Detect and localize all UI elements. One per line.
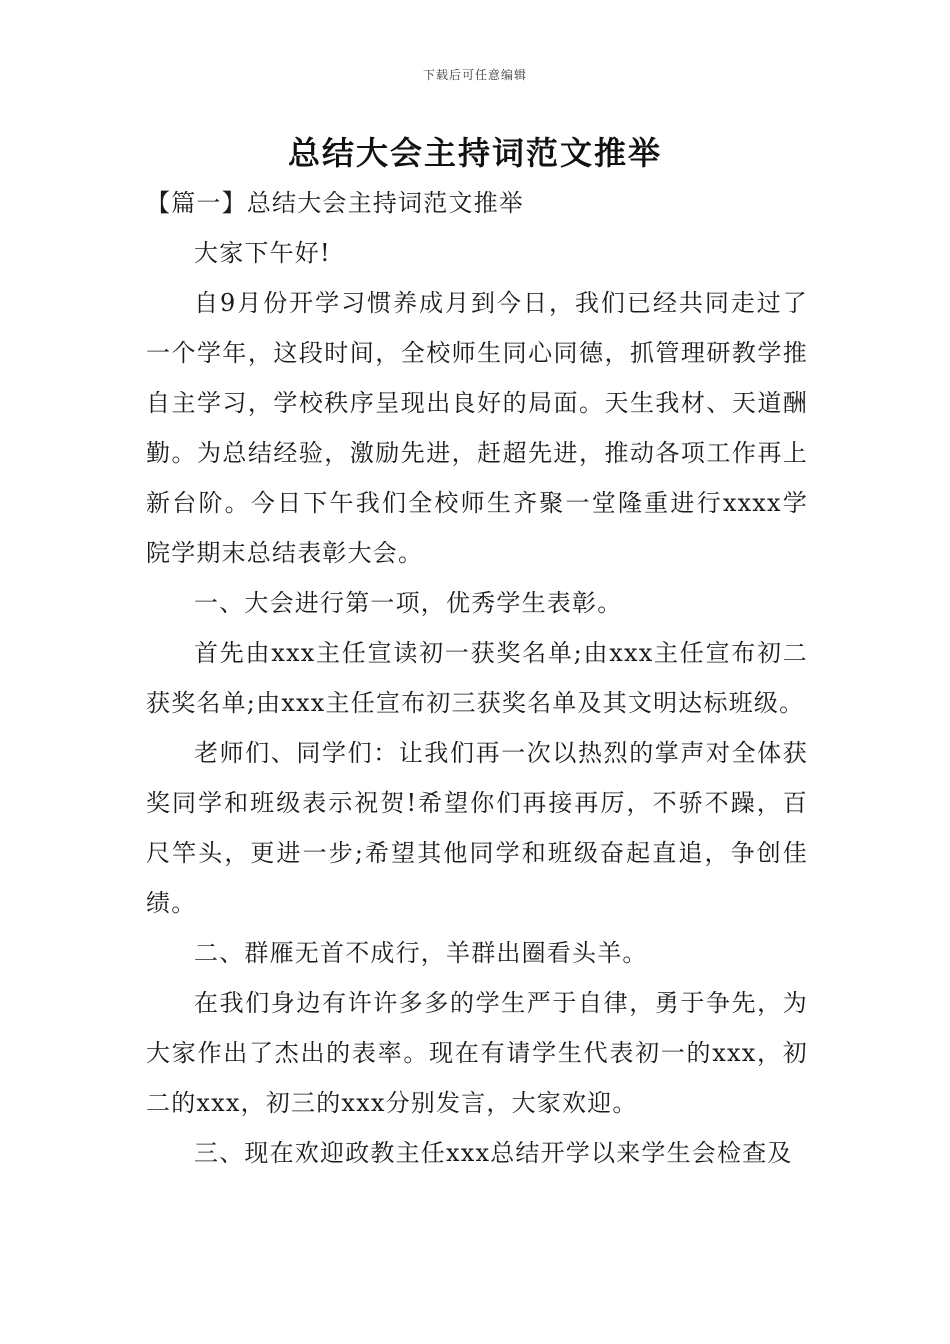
paragraph-congratulations: 老师们、同学们：让我们再一次以热烈的掌声对全体获奖同学和班级表示祝贺!希望你们再接再厉，不骄不躁，百尺竿头，更进一步;希望其他同学和班级奋起直追，争创佳绩。 xyxy=(146,739,808,917)
header-note: 下载后可任意编辑 xyxy=(422,68,527,82)
document-body xyxy=(146,178,808,1178)
paragraph-student-speeches: 在我们身边有许许多多的学生严于自律，勇于争先，为大家作出了杰出的表率。现在有请学生代表初一的xxx，初二的xxx，初三的xxx分别发言，大家欢迎。 xyxy=(146,989,808,1117)
paragraph-award-list: 首先由xxx主任宣读初一获奖名单;由xxx主任宣布初二获奖名单;由xxx主任宣布初三获奖名单及其文明达标班级。 xyxy=(146,639,808,717)
paragraph-item-three: 三、现在欢迎政教主任xxx总结开学以来学生会检查及 xyxy=(194,1139,793,1167)
document-title: 总结大会主持词范文推举 xyxy=(287,134,662,172)
paragraph-item-one: 一、大会进行第一项，优秀学生表彰。 xyxy=(194,589,623,617)
paragraph-intro: 自9月份开学习惯养成月到今日，我们已经共同走过了一个学年，这段时间，全校师生同心同德，抓管理研教学推自主学习，学校秩序呈现出良好的局面。天生我材、天道酬勤。为总结经验，激励先进，赶超先进，推动各项工作再上新台阶。今日下午我们全校师生齐聚一堂隆重进行xxxx学院学期末总结表彰大会。 xyxy=(146,289,808,567)
section-heading: 【篇一】总结大会主持词范文推举 xyxy=(146,189,524,217)
paragraph-item-two: 二、群雁无首不成行，羊群出圈看头羊。 xyxy=(194,939,648,967)
paragraph-greeting: 大家下午好! xyxy=(194,239,331,267)
